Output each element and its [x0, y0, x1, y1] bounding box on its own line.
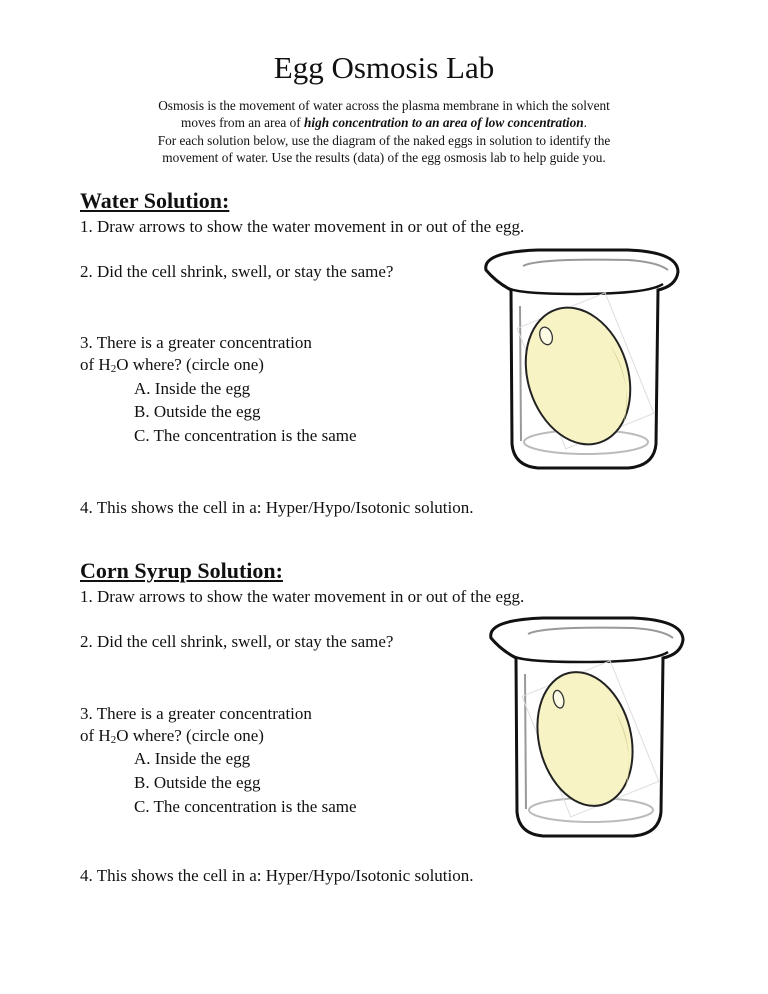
question-3: 3. There is a greater concentration [80, 704, 312, 723]
option-a[interactable]: A. Inside the egg [134, 379, 251, 398]
intro-line-3: For each solution below, use the diagram of the naked eggs in solution to identify the [157, 133, 611, 148]
intro-text: moves from an area of [181, 115, 304, 130]
section-heading-water: Water Solution: [80, 188, 230, 213]
question-3: 3. There is a greater concentration [80, 333, 312, 352]
question-1: 1. Draw arrows to show the water movement in or out of the egg. [80, 217, 525, 236]
option-b[interactable]: B. Outside the egg [134, 773, 261, 792]
option-c[interactable]: C. The concentration is the same [134, 797, 357, 816]
question-3-line-2 [80, 726, 264, 746]
question-1: 1. Draw arrows to show the water movement in or out of the egg. [80, 587, 525, 606]
question-2: 2. Did the cell shrink, swell, or stay the same? [80, 632, 394, 651]
subscript: 2 [110, 363, 117, 375]
intro-emphasis: high concentration to an area of low concentration [303, 115, 584, 130]
subscript: 2 [110, 734, 117, 746]
text: of H [80, 726, 111, 745]
beaker-egg-illustration [483, 614, 688, 842]
option-b[interactable]: B. Outside the egg [134, 402, 261, 421]
question-4: 4. This shows the cell in a: Hyper/Hypo/Isotonic solution. [80, 866, 474, 885]
intro-text: . [583, 115, 587, 130]
beaker-egg-illustration [478, 246, 683, 474]
intro-line-2 [0, 115, 768, 131]
page-title: Egg Osmosis Lab [273, 50, 495, 85]
option-a[interactable]: A. Inside the egg [134, 749, 251, 768]
question-4: 4. This shows the cell in a: Hyper/Hypo/Isotonic solution. [80, 498, 474, 517]
section-heading-corn-syrup: Corn Syrup Solution: [80, 558, 283, 583]
text: of H [80, 355, 111, 374]
intro-line-4: movement of water. Use the results (data) of the egg osmosis lab to help guide you. [162, 150, 606, 165]
question-2: 2. Did the cell shrink, swell, or stay the same? [80, 262, 394, 281]
intro-line-1: Osmosis is the movement of water across the plasma membrane in which the solvent [158, 98, 610, 113]
question-3-line-2 [80, 355, 264, 375]
text: O where? (circle one) [116, 355, 264, 374]
option-c[interactable]: C. The concentration is the same [134, 426, 357, 445]
text: O where? (circle one) [116, 726, 264, 745]
